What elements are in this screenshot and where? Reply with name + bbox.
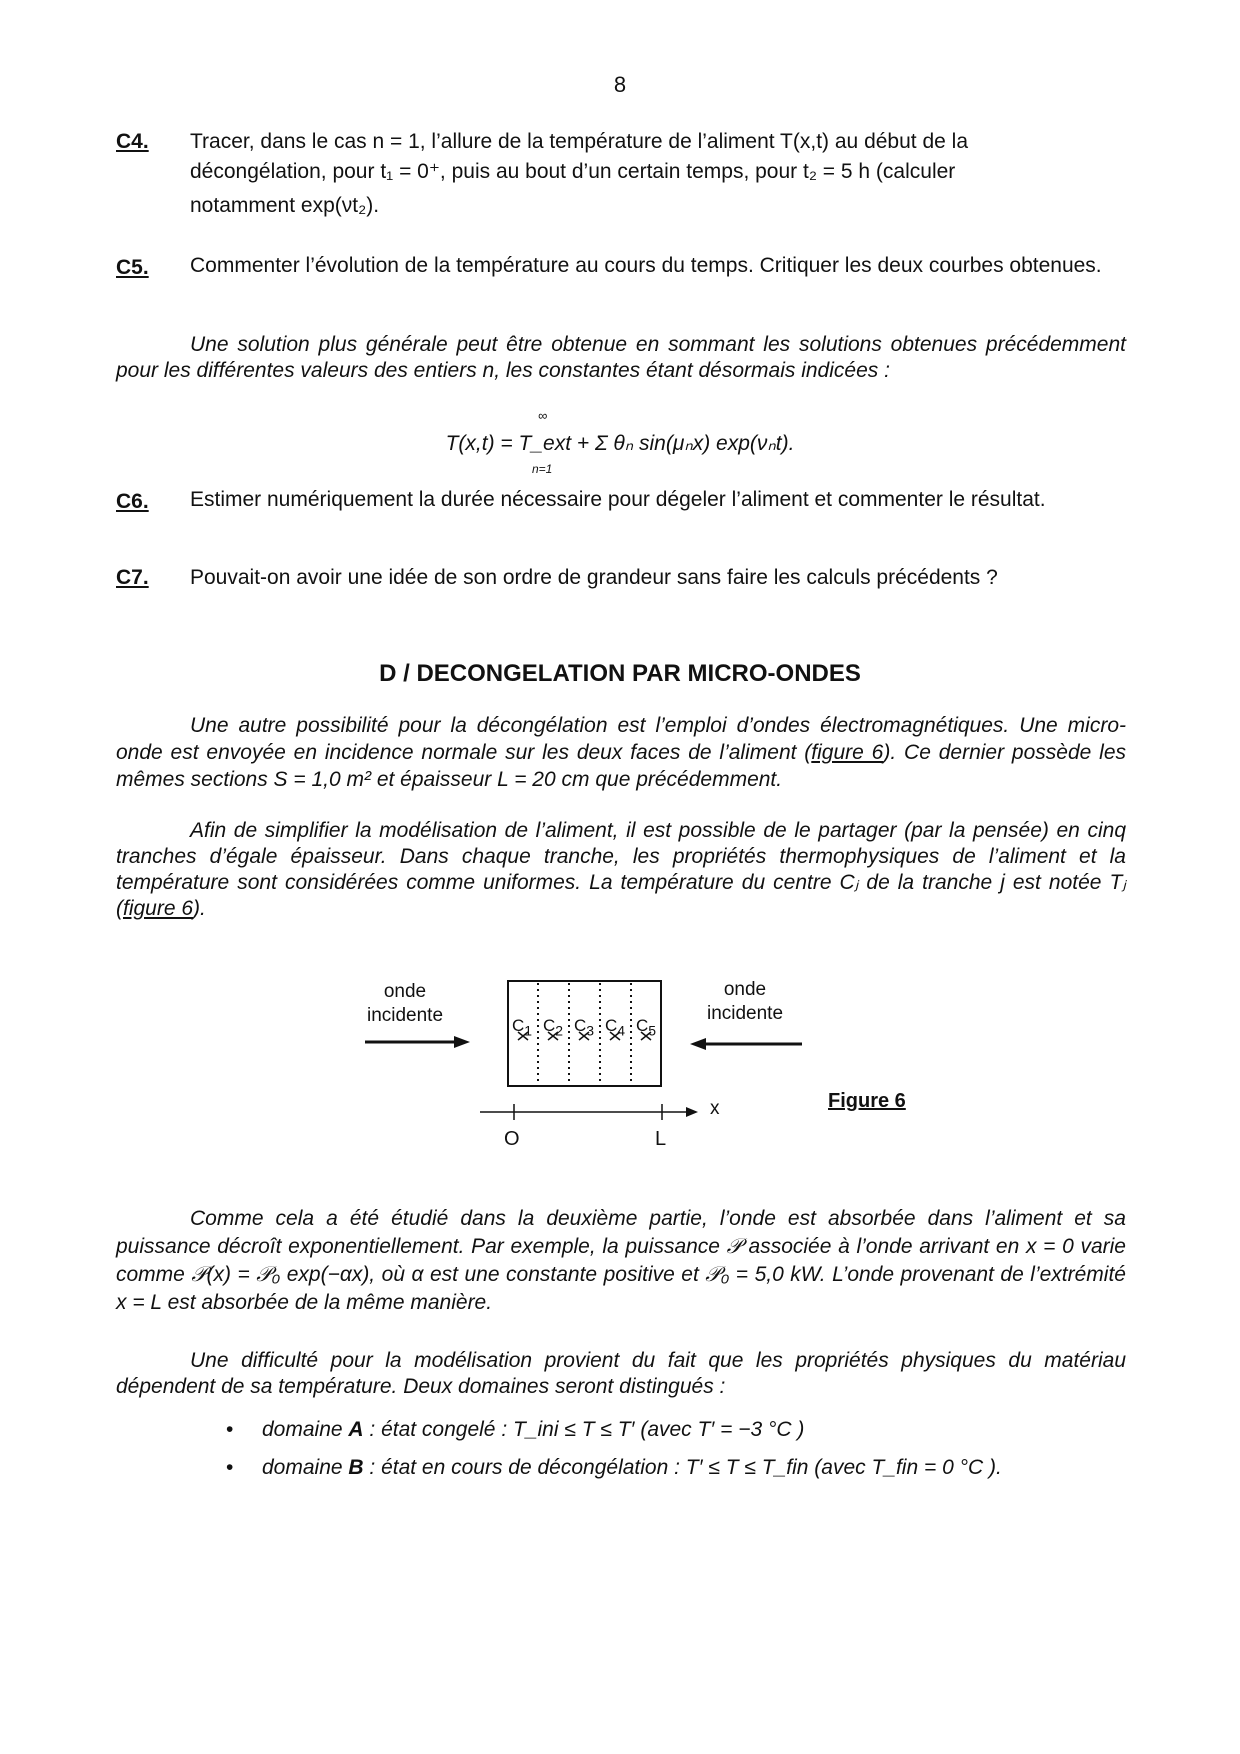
axis-variable-label: x — [710, 1098, 720, 1119]
slice-label-index: 5 — [648, 1022, 657, 1039]
question-text-c5: Commenter l’évolution de la température au cours du temps. Critiquer les deux courbes obtenues. — [190, 254, 1102, 277]
general-solution-paragraph — [116, 332, 1126, 384]
microwave-intro-text-b: ). Ce dernier possède les mêmes sections S = 1,0 m² et épaisseur L = 20 cm que précédemment. — [116, 741, 1127, 791]
figure-6 — [330, 980, 930, 1170]
slice-label-index: 2 — [555, 1022, 564, 1039]
question-text-c6: Estimer numériquement la durée nécessaire pour dégeler l’aliment et commenter le résultat. — [190, 488, 1046, 511]
figure-6-title: Figure 6 — [828, 1090, 906, 1112]
figure-6-drawing — [330, 980, 930, 1170]
general-solution-text: Une solution plus générale peut être obtenue en sommant les solutions obtenues précédemment pour les différentes valeurs des entiers n, les constantes étant désormais indicées : — [116, 333, 1126, 382]
absorption-paragraph — [116, 1205, 1126, 1317]
slice-label-c1: $C_1$ — [512, 1016, 533, 1039]
slice-label-index: 4 — [617, 1022, 626, 1039]
bullet-b-domain-letter: B — [348, 1456, 364, 1479]
slice-label-c4: $C_4$ — [605, 1016, 626, 1039]
difficulty-text: Une difficulté pour la modélisation provient du fait que les propriétés physiques du matériau dépendent de sa température. Deux domaines seront distingués : — [116, 1349, 1126, 1398]
right-wave-label-line-2: incidente — [706, 1003, 784, 1024]
slice-label-index: 3 — [586, 1022, 595, 1039]
question-label-c7: C7. — [116, 566, 149, 589]
question-text-c7: Pouvait-on avoir une idée de son ordre de grandeur sans faire les calculs précédents ? — [190, 566, 998, 589]
microwave-intro-text-a: Une autre possibilité pour la décongélation est l’emploi d’ondes électromagnétiques. Une micro-onde est envoyée en incidence normale sur les deux faces de l’aliment ( — [116, 714, 1126, 764]
figure-6-link-2[interactable]: figure 6 — [123, 897, 194, 920]
bullet-dot-icon: • — [226, 1418, 234, 1441]
slice-label-index: 1 — [524, 1022, 533, 1039]
question-label-c5: C5. — [116, 256, 149, 279]
left-wave-label-line-1: onde — [383, 981, 427, 1002]
slice-label-c3: $C_3$ — [574, 1016, 595, 1039]
sum-upper-bound: ∞ — [538, 408, 548, 423]
x-axis-arrow — [686, 1107, 698, 1117]
bullet-b-prefix: domaine — [262, 1456, 349, 1479]
model-text-a: Afin de simplifier la modélisation de l’aliment, il est possible de le partager (par la pensée) en cinq tranches d’égale épaisseur. Dans chaque tranche, les propriétés thermophysiques de l’aliment et la température sont considérées comme uniformes. La température du centre Cⱼ de la tranche j est notée Tⱼ ( — [116, 819, 1126, 920]
difficulty-paragraph — [116, 1348, 1126, 1400]
c4-line-3: notamment exp(νt₂). — [190, 194, 380, 217]
left-wave-label-line-2: incidente — [366, 1005, 444, 1026]
absorption-text: Comme cela a été étudié dans la deuxième partie, l’onde est absorbée dans l’aliment et sa puissance décroît exponentiellement. Par exemple, la puissance 𝒫 associée à l’onde arrivant en x = 0 varie comme 𝒫(x) = 𝒫₀ exp(−αx), où α est une constante positive et 𝒫₀ = 5,0 kW. L’onde provenant de l’extrémité x = L est absorbée de la même manière. — [116, 1207, 1126, 1314]
bullet-dot-icon: • — [226, 1456, 234, 1479]
question-label-c4: C4. — [116, 130, 149, 153]
model-paragraph — [116, 818, 1126, 922]
sum-lower-bound: n=1 — [532, 462, 553, 476]
right-wave-label-line-1: onde — [723, 979, 767, 1000]
c4-line-1: Tracer, dans le cas n = 1, l’allure de la température de l’aliment T(x,t) au début de la — [190, 130, 968, 153]
axis-end-label: L — [655, 1128, 667, 1150]
bullet-domain-b-text — [262, 1456, 1002, 1480]
question-label-c6: C6. — [116, 490, 149, 513]
slice-label-c5: $C_5$ — [636, 1016, 657, 1039]
c4-line-2: décongélation, pour t₁ = 0⁺, puis au bout d’un certain temps, pour t₂ = 5 h (calculer — [190, 160, 956, 183]
bullet-a-domain-letter: A — [348, 1418, 364, 1441]
bullet-a-prefix: domaine — [262, 1418, 349, 1441]
figure-6-link[interactable]: figure 6 — [811, 741, 884, 764]
microwave-intro-paragraph — [116, 712, 1126, 793]
left-wave-arrow-head — [454, 1036, 470, 1048]
bullet-a-description: : état congelé : T_ini ≤ T ≤ T′ (avec T′ = −3 °C ) — [363, 1418, 805, 1441]
model-text-b: ). — [193, 897, 206, 920]
bullet-b-description: : état en cours de décongélation : T′ ≤ T ≤ T_fin (avec T_fin = 0 °C ). — [363, 1456, 1002, 1479]
right-wave-arrow-head — [690, 1038, 706, 1050]
slice-label-c2: $C_2$ — [543, 1016, 564, 1039]
temperature-series-formula: T(x,t) = T_ext + Σ θₙ sin(μₙx) exp(νₙt). — [445, 432, 795, 455]
bullet-domain-a-text — [262, 1418, 804, 1442]
section-title: D / DECONGELATION PAR MICRO-ONDES — [379, 660, 861, 687]
axis-origin-label: O — [504, 1128, 520, 1150]
question-text-c4 — [190, 127, 1126, 221]
page-number: 8 — [613, 72, 627, 97]
